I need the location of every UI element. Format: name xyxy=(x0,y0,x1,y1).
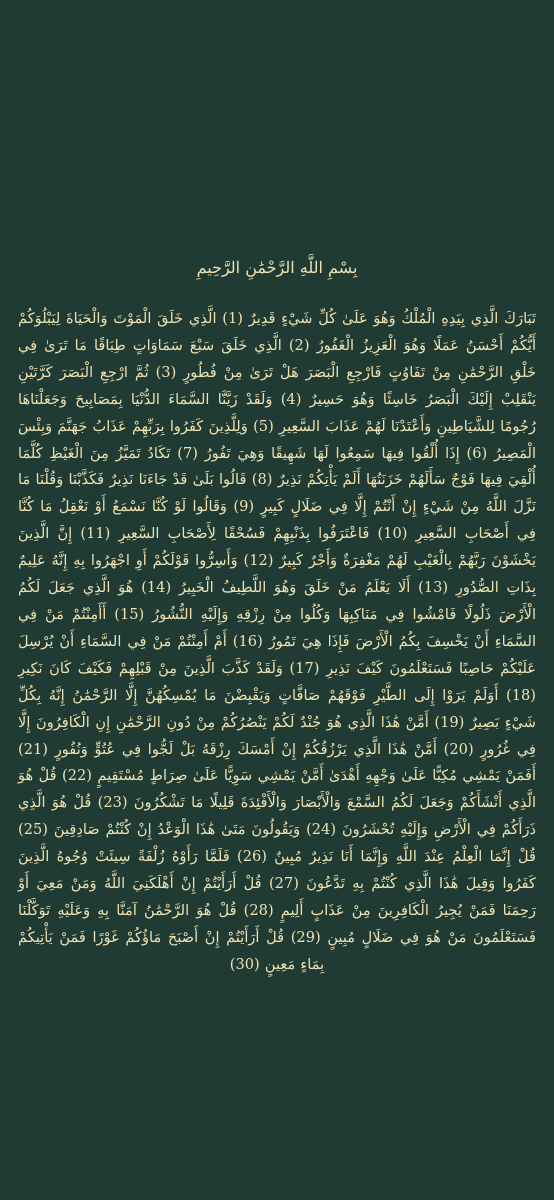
ayah-text: أَوَلَمْ يَرَوْا إِلَى الطَّيْرِ فَوْقَهُمْ صَافَّاتٍ وَيَقْبِضْنَ مَا يُمْسِكُهُنَّ إِلَّا الرَّحْمَٰنُ إِنَّهُ بِكُلِّ شَيْءٍ بَصِيرٌ xyxy=(18,686,537,731)
ayah-text: تَكَادُ تَمَيَّزُ مِنَ الْغَيْظِ كُلَّمَا أُلْقِيَ فِيهَا فَوْجٌ سَأَلَهُمْ خَزَنَتُهَا أَلَمْ يَأْتِكُمْ نَذِيرٌ xyxy=(18,444,536,489)
ayah-text: قُلْ إِنَّمَا الْعِلْمُ عِنْدَ اللَّهِ وَإِنَّمَا أَنَا نَذِيرٌ مُبِينٌ xyxy=(274,848,536,866)
ayah xyxy=(217,310,537,327)
ayah-number: (30) xyxy=(229,955,260,973)
ayah-text: تَبَارَكَ الَّذِي بِيَدِهِ الْمُلْكُ وَهُوَ عَلَىٰ كُلِّ شَيْءٍ قَدِيرٌ xyxy=(248,310,537,327)
ayah-number: (19) xyxy=(434,713,465,731)
ayah-number: (3) xyxy=(155,363,177,381)
surah-text xyxy=(18,306,536,979)
ayah-number: (20) xyxy=(443,740,474,758)
ayah-number: (4) xyxy=(280,390,302,408)
ayah-number: (18) xyxy=(506,686,536,704)
ayah xyxy=(230,848,536,865)
ayah-number: (8) xyxy=(251,471,273,489)
basmala: بِسْمِ اللَّهِ الرَّحْمَٰنِ الرَّحِيمِ xyxy=(196,258,358,277)
ayah-text: إِنَّ الَّذِينَ يَخْشَوْنَ رَبَّهُمْ بِالْغَيْبِ لَهُمْ مَغْفِرَةٌ وَأَجْرٌ كَبِيرٌ xyxy=(18,525,537,570)
ayah-number: (13) xyxy=(418,579,449,597)
ayah-number: (21) xyxy=(18,740,48,758)
ayah-text: إِذَا أُلْقُوا فِيهَا سَمِعُوا لَهَا شَهِيقًا وَهِيَ تَفُورُ xyxy=(204,444,460,462)
ayah-number: (1) xyxy=(222,310,243,327)
ayah-number: (7) xyxy=(177,444,198,462)
ayah-text: ثُمَّ ارْجِعِ الْبَصَرَ كَرَّتَيْنِ يَنْقَلِبْ إِلَيْكَ الْبَصَرُ خَاسِئًا وَهُوَ حَسِيرٌ xyxy=(18,363,537,408)
ayah xyxy=(72,525,369,542)
ayah-text: أَمَّنْ هَٰذَا الَّذِي هُوَ جُنْدٌ لَكُمْ يَنْصُرُكُمْ مِنْ دُونِ الرَّحْمَٰنِ إِنِ الْكَافِرُونَ إِلَّا فِي غُرُورٍ xyxy=(18,713,537,758)
ayah-number: (2) xyxy=(288,336,310,354)
ayah-text: قُلْ أَرَأَيْتُمْ إِنْ أَصْبَحَ مَاؤُكُمْ غَوْرًا فَمَنْ يَأْتِيكُمْ بِمَاءٍ مَعِينٍ xyxy=(18,928,325,973)
ayah-text: أَأَمِنْتُمْ مَنْ فِي السَّمَاءِ أَنْ يَخْسِفَ بِكُمُ الْأَرْضَ فَإِذَا هِيَ تَمُورُ xyxy=(18,605,537,650)
ayah-number: (23) xyxy=(97,794,128,812)
ayah-number: (22) xyxy=(62,767,92,785)
ayah-number: (26) xyxy=(237,848,267,866)
ayah-text: وَأَسِرُّوا قَوْلَكُمْ أَوِ اجْهَرُوا بِهِ إِنَّهُ عَلِيمٌ بِذَاتِ الصُّدُورِ xyxy=(18,552,537,597)
ayah-number: (14) xyxy=(141,579,172,597)
ayah-text: وَلِلَّذِينَ كَفَرُوا بِرَبِّهِمْ عَذَابُ جَهَنَّمَ وَبِئْسَ الْمَصِيرُ xyxy=(18,417,537,462)
ayah-text: وَلَقَدْ كَذَّبَ الَّذِينَ مِنْ قَبْلِهِمْ فَكَيْفَ كَانَ نَكِيرِ xyxy=(18,659,283,677)
ayah-text: وَيَقُولُونَ مَتَىٰ هَٰذَا الْوَعْدُ إِنْ كُنْتُمْ صَادِقِينَ xyxy=(53,821,301,839)
ayah-number: (15) xyxy=(114,605,145,623)
ayah-number: (16) xyxy=(232,632,263,650)
ayah-text: هُوَ الَّذِي جَعَلَ لَكُمُ الْأَرْضَ ذَلُولًا فَامْشُوا فِي مَنَاكِبِهَا وَكُلُوا مِنْ رِزْقِهِ وَإِلَيْهِ النُّشُورُ xyxy=(18,579,536,623)
ayah-text: أَلَا يَعْلَمُ مَنْ خَلَقَ وَهُوَ اللَّطِيفُ الْخَبِيرُ xyxy=(178,579,411,597)
ayah-text: قُلْ هُوَ الَّذِي أَنْشَأَكُمْ وَجَعَلَ لَكُمُ السَّمْعَ وَالْأَبْصَارَ وَالْأَفْئِدَةَ قَلِيلًا مَا تَشْكُرُونَ xyxy=(18,767,536,812)
ayah-text: وَقَالُوا لَوْ كُنَّا نَسْمَعُ أَوْ نَعْقِلُ مَا كُنَّا فِي أَصْحَابِ السَّعِيرِ xyxy=(18,498,537,543)
ayah-text: أَفَمَنْ يَمْشِي مُكِبًّا عَلَىٰ وَجْهِهِ أَهْدَىٰ أَمَّنْ يَمْشِي سَوِيًّا عَلَىٰ صِرَاطٍ مُسْتَقِيمٍ xyxy=(97,767,536,785)
ayah-number: (25) xyxy=(18,821,48,839)
ayah-number: (29) xyxy=(290,928,321,946)
ayah xyxy=(18,741,437,758)
ayah-text: الَّذِي خَلَقَ سَبْعَ سَمَاوَاتٍ طِبَاقًا مَا تَرَىٰ فِي خَلْقِ الرَّحْمَٰنِ مِنْ تَفَاوُتٍ فَارْجِعِ الْبَصَرَ هَلْ تَرَىٰ مِنْ فُطُورٍ xyxy=(18,336,536,381)
ayah-number: (12) xyxy=(243,552,274,570)
ayah-number: (11) xyxy=(80,525,111,543)
ayah-number: (10) xyxy=(377,525,408,543)
ayah-number: (6) xyxy=(466,444,488,462)
ayah-text: قَالُوا بَلَىٰ قَدْ جَاءَنَا نَذِيرٌ فَكَذَّبْنَا وَقُلْنَا مَا نَزَّلَ اللَّهُ مِنْ شَيْءٍ إِنْ أَنْتُمْ إِلَّا فِي ضَلَالٍ كَبِيرٍ xyxy=(18,471,536,516)
ayah-text: الَّذِي خَلَقَ الْمَوْتَ وَالْحَيَاةَ لِيَبْلُوَكُمْ أَيُّكُمْ أَحْسَنُ عَمَلًا وَهُوَ الْعَزِيزُ الْغَفُورُ xyxy=(18,310,537,354)
ayah xyxy=(18,821,300,838)
ayah-text: أَمَّنْ هَٰذَا الَّذِي يَرْزُقُكُمْ إِنْ أَمْسَكَ رِزْقَهُ بَلْ لَجُّوا فِي عُتُوٍّ وَنُفُورٍ xyxy=(54,740,437,758)
ayah-text: قُلْ هُوَ الَّذِي ذَرَأَكُمْ فِي الْأَرْضِ وَإِلَيْهِ تُحْشَرُونَ xyxy=(18,794,537,839)
ayah-number: (27) xyxy=(268,875,299,893)
ayah xyxy=(18,929,324,973)
ayah-number: (24) xyxy=(306,821,337,839)
ayah-text: وَلَقَدْ زَيَّنَّا السَّمَاءَ الدُّنْيَا بِمَصَابِيحَ وَجَعَلْنَاهَا رُجُومًا لِلشَّيَاطِينِ وَأَعْتَدْنَا لَهُمْ عَذَابَ السَّعِيرِ xyxy=(18,390,537,435)
ayah-number: (17) xyxy=(289,659,320,677)
ayah-text: أَمْ أَمِنْتُمْ مَنْ فِي السَّمَاءِ أَنْ يُرْسِلَ عَلَيْكُمْ حَاصِبًا فَسَتَعْلَمُونَ كَيْفَ نَذِيرِ xyxy=(18,632,536,677)
ayah xyxy=(170,445,459,462)
ayah-text: قُلْ أَرَأَيْتُمْ إِنْ أَهْلَكَنِيَ اللَّهُ وَمَنْ مَعِيَ أَوْ رَحِمَنَا فَمَنْ يُجِيرُ الْكَافِرِينَ مِنْ عَذَابٍ أَلِيمٍ xyxy=(18,875,537,919)
ayah-number: (28) xyxy=(243,901,274,919)
ayah-text: فَاعْتَرَفُوا بِذَنْبِهِمْ فَسُحْقًا لِأَصْحَابِ السَّعِيرِ xyxy=(118,525,370,543)
ayah xyxy=(57,767,536,784)
ayah-number: (5) xyxy=(253,417,274,435)
ayah-number: (9) xyxy=(233,498,255,516)
ayah xyxy=(133,579,410,596)
ayah-text: قُلْ هُوَ الرَّحْمَٰنُ آمَنَّا بِهِ وَعَلَيْهِ تَوَكَّلْنَا فَسَتَعْلَمُونَ مَنْ هُوَ فِي ضَلَالٍ مُبِينٍ xyxy=(18,901,537,946)
ayah-text: فَلَمَّا رَأَوْهُ زُلْفَةً سِيئَتْ وُجُوهُ الَّذِينَ كَفَرُوا وَقِيلَ هَٰذَا الَّذِي كُنْتُمْ بِهِ تَدَّعُونَ xyxy=(18,848,536,893)
